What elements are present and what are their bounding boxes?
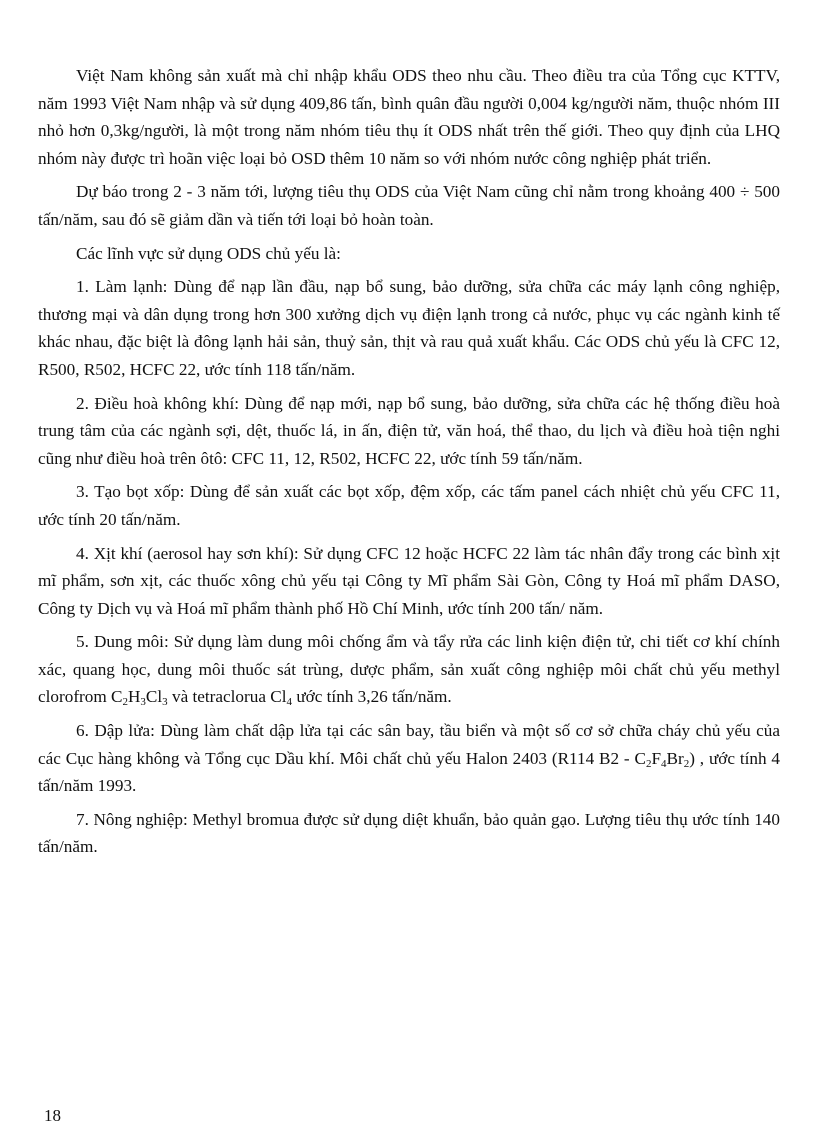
- page-number: 18: [44, 1106, 61, 1125]
- paragraph-forecast: Dự báo trong 2 - 3 năm tới, lượng tiêu thụ ODS của Việt Nam cũng chỉ nằm trong khoảng 400 ÷ 500 tấn/năm, sau đó sẽ giảm dần và tiến tới loại bỏ hoàn toàn.: [38, 182, 780, 229]
- paragraph-fire-suppression: [38, 717, 780, 800]
- paragraph-air-conditioning: 2. Điều hoà không khí: Dùng để nạp mới, nạp bổ sung, bảo dưỡng, sửa chữa các hệ thống điều hoà trung tâm của các ngành sợi, dệt, thuốc lá, in ấn, điện tử, văn hoá, thể thao, du lịch và điều hoà tiện nghi cũng như điều hoà trên ôtô: CFC 11, 12, R502, HCFC 22, ước tính 59 tấn/năm.: [38, 393, 780, 468]
- formula-tetrachloride: $Cl_4$: [270, 687, 293, 709]
- solvent-text-after: ước tính 3,26 tấn/năm.: [292, 687, 452, 707]
- page-body: [38, 62, 780, 867]
- paragraph-agriculture: 7. Nông nghiệp: Methyl bromua được sử dụng diệt khuẩn, bảo quản gạo. Lượng tiêu thụ ước tính 140 tấn/năm.: [38, 809, 780, 857]
- paragraph-aerosol: 4. Xịt khí (aerosol hay sơn khí): Sử dụng CFC 12 hoặc HCFC 22 làm tác nhân đẩy trong các bình xịt mĩ phẩm, sơn xịt, các thuốc xông chủ yếu tại Công ty Mĩ phẩm Sài Gòn, Công ty Hoá mĩ phẩm DASO, Công ty Dịch vụ và Hoá mĩ phẩm thành phố Hồ Chí Minh, ước tính 200 tấn/ năm.: [38, 543, 780, 618]
- formula-halon: $C_2F_4Br_2$: [634, 748, 690, 770]
- formula-methyl-chloroform: $C_2H_3Cl_3$: [111, 687, 168, 709]
- solvent-text-middle: và tetraclorua: [167, 687, 271, 707]
- fire-text-after: ) , ước tính 4 tấn/năm 1993.: [38, 748, 781, 796]
- fire-text-before: 6. Dập lửa: Dùng làm chất dập lửa tại các sân bay, tầu biển và một số cơ sở chữa cháy chủ yếu của các Cục hàng không và Tổng cục Dầu khí. Môi chất chủ yếu Halon 2403 (R114 B2 -: [38, 721, 780, 768]
- paragraph-foam: 3. Tạo bọt xốp: Dùng để sản xuất các bọt xốp, đệm xốp, các tấm panel cách nhiệt chủ yếu CFC 11, ước tính 20 tấn/năm.: [38, 482, 780, 529]
- paragraph-solvent: [38, 628, 780, 711]
- paragraph-import-overview: Việt Nam không sản xuất mà chỉ nhập khẩu ODS theo nhu cầu. Theo điều tra của Tổng cục KTTV, năm 1993 Việt Nam nhập và sử dụng 409,86 tấn, bình quân đầu người 0,004 kg/người năm, thuộc nhóm III nhỏ hơn 0,3kg/người, là một trong năm nhóm tiêu thụ ít ODS nhất trên thế giới. Theo quy định của LHQ nhóm này được trì hoãn việc loại bỏ OSD thêm 10 năm so với nhóm nước công nghiệp phát triển.: [38, 66, 780, 168]
- paragraph-usage-intro: Các lĩnh vực sử dụng ODS chủ yếu là:: [76, 243, 341, 263]
- solvent-text-before: 5. Dung môi: Sử dụng làm dung môi chống ẩm và tẩy rửa các linh kiện điện tử, chi tiết cơ khí chính xác, quang học, dung môi thuốc sát trùng, dược phẩm, sản xuất công nghiệp môi chất chủ yếu methyl clorofrom: [38, 632, 780, 707]
- paragraph-refrigeration: 1. Làm lạnh: Dùng để nạp lần đầu, nạp bổ sung, bảo dưỡng, sửa chữa các máy lạnh công nghiệp, thương mại và dân dụng trong hơn 300 xưởng dịch vụ điện lạnh trong cả nước, phục vụ các ngành kinh tế khác nhau, đặc biệt là đông lạnh hải sản, thuỷ sản, thịt và rau quả xuất khẩu. Các ODS chủ yếu là CFC 12, R500, R502, HCFC 22, ước tính 118 tấn/năm.: [38, 277, 780, 379]
